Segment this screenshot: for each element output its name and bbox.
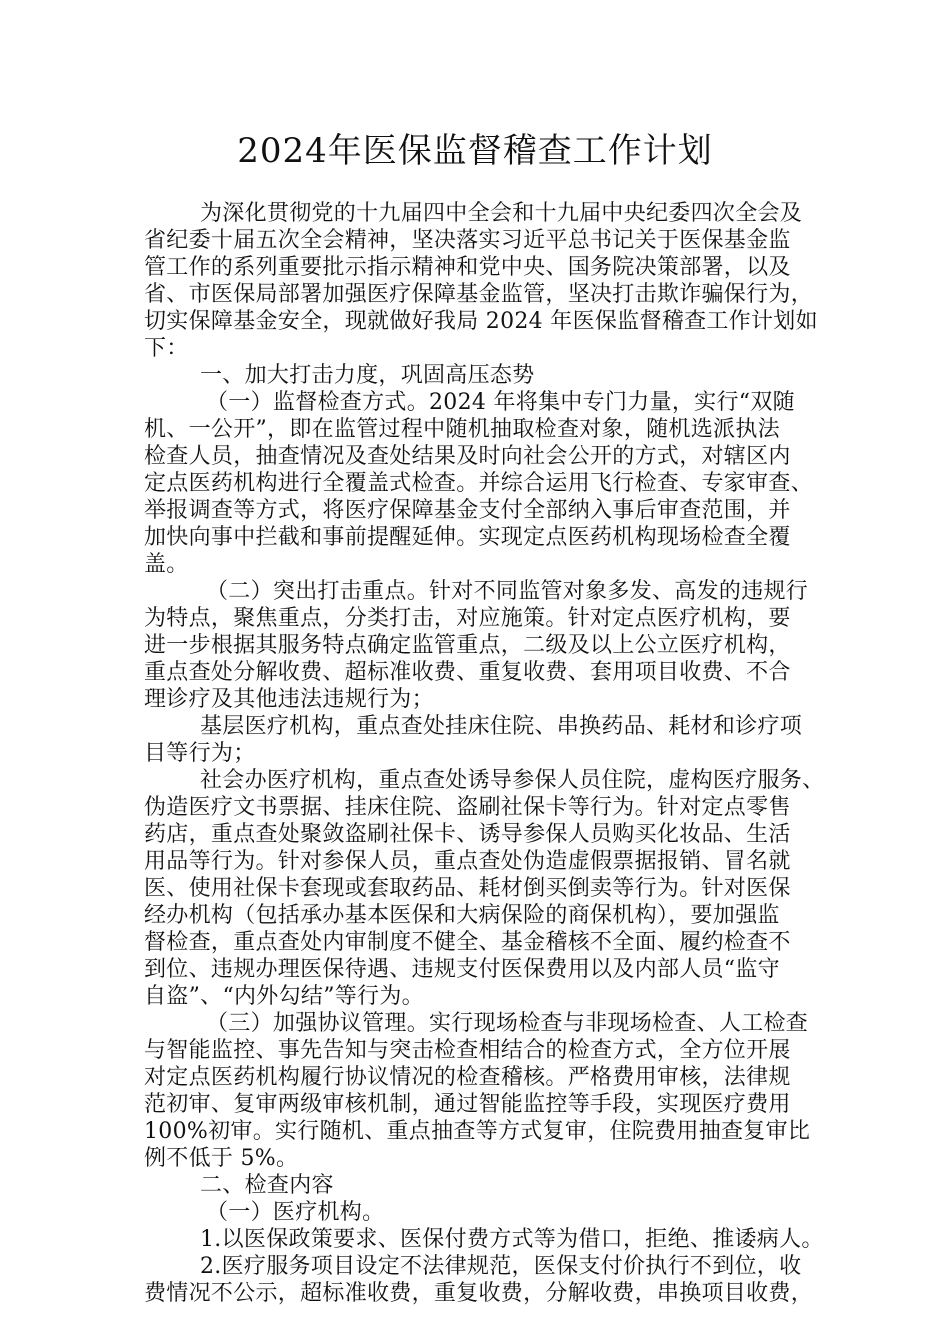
paragraph-line: 为特点，聚焦重点，分类打击，对应施策。针对定点医疗机构，要 xyxy=(144,606,791,631)
paragraph-line: 重点查处分解收费、超标准收费、重复收费、套用项目收费、不合 xyxy=(144,660,791,685)
paragraph-line: 进一步根据其服务特点确定监管重点，二级及以上公立医疗机构， xyxy=(144,633,791,658)
paragraph-line: 社会办医疗机构，重点查处诱导参保人员住院，虚构医疗服务、 xyxy=(200,768,825,793)
paragraph-line: 经办机构（包括承办基本医保和大病保险的商保机构），要加强监 xyxy=(144,903,780,928)
paragraph-line: 加快向事中拦截和事前提醒延伸。实现定点医药机构现场检查全覆 xyxy=(144,525,791,550)
paragraph-line: 目等行为； xyxy=(144,741,256,766)
section-heading: 一、加大打击力度，巩固高压态势 xyxy=(200,363,535,388)
paragraph-line: 与智能监控、事先告知与突击检查相结合的检查方式，全方位开展 xyxy=(144,1038,791,1063)
paragraph-line: 对定点医药机构履行协议情况的检查稽核。严格费用审核，法律规 xyxy=(144,1065,791,1090)
paragraph-line: 理诊疗及其他违法违规行为； xyxy=(144,687,434,712)
paragraph-line: 下： xyxy=(144,336,189,361)
paragraph-line: 切实保障基金安全，现就做好我局 2024 年医保监督稽查工作计划如 xyxy=(144,309,818,334)
paragraph-line: 省、市医保局部署加强医疗保障基金监管，坚决打击欺诈骗保行为， xyxy=(144,282,814,307)
paragraph-line: 到位、违规办理医保待遇、违规支付医保费用以及内部人员“监守 xyxy=(144,957,780,982)
paragraph-line: 管工作的系列重要批示指示精神和党中央、国务院决策部署，以及 xyxy=(144,255,791,280)
subsection-line: （二）突出打击重点。针对不同监管对象多发、高发的违规行 xyxy=(206,579,809,604)
document-title: 2024年医保监督稽查工作计划 xyxy=(237,131,713,171)
paragraph-line: 医、使用社保卡套现或套取药品、耗材倒买倒卖等行为。针对医保 xyxy=(144,876,791,901)
paragraph-line: 盖。 xyxy=(144,552,189,577)
paragraph-line: 机、一公开”，即在监管过程中随机抽取检查对象，随机选派执法 xyxy=(144,417,780,442)
section-heading: 二、检查内容 xyxy=(200,1173,334,1198)
paragraph-line: 费情况不公示，超标准收费，重复收费，分解收费，串换项目收费， xyxy=(144,1281,814,1306)
subsection-line: （三）加强协议管理。实行现场检查与非现场检查、人工检查 xyxy=(206,1011,809,1036)
list-item: 2.医疗服务项目设定不法律规范，医保支付价执行不到位，收 xyxy=(200,1254,802,1279)
subsection-line: （一）医疗机构。 xyxy=(206,1200,385,1225)
paragraph-line: 为深化贯彻党的十九届四中全会和十九届中央纪委四次全会及 xyxy=(200,201,803,226)
paragraph-line: 自盗”、“内外勾结”等行为。 xyxy=(144,984,424,1009)
paragraph-line: 伪造医疗文书票据、挂床住院、盗刷社保卡等行为。针对定点零售 xyxy=(144,795,791,820)
paragraph-line: 例不低于 5%。 xyxy=(144,1146,299,1171)
document-body xyxy=(144,200,825,1307)
list-item: 1.以医保政策要求、医保付费方式等为借口，拒绝、推诿病人。 xyxy=(200,1227,824,1252)
paragraph-line: 用品等行为。针对参保人员，重点查处伪造虚假票据报销、冒名就 xyxy=(144,849,791,874)
paragraph-line: 药店，重点查处聚敛盗刷社保卡、诱导参保人员购买化妆品、生活 xyxy=(144,822,791,847)
paragraph-line: 定点医药机构进行全覆盖式检查。并综合运用飞行检查、专家审查、 xyxy=(144,471,814,496)
paragraph-line: 检查人员，抽查情况及查处结果及时向社会公开的方式，对辖区内 xyxy=(144,444,791,469)
paragraph-line: 范初审、复审两级审核机制，通过智能监控等手段，实现医疗费用 xyxy=(144,1092,791,1117)
paragraph-line: 督检查，重点查处内审制度不健全、基金稽核不全面、履约检查不 xyxy=(144,930,791,955)
subsection-line: （一）监督检查方式。2024 年将集中专门力量，实行“双随 xyxy=(206,390,795,415)
paragraph-line: 举报调查等方式，将医疗保障基金支付全部纳入事后审查范围，并 xyxy=(144,498,791,523)
paragraph-line: 省纪委十届五次全会精神，坚决落实习近平总书记关于医保基金监 xyxy=(144,228,791,253)
paragraph-line: 100%初审。实行随机、重点抽查等方式复审，住院费用抽查复审比 xyxy=(144,1119,811,1144)
paragraph-line: 基层医疗机构，重点查处挂床住院、串换药品、耗材和诊疗项 xyxy=(200,714,803,739)
